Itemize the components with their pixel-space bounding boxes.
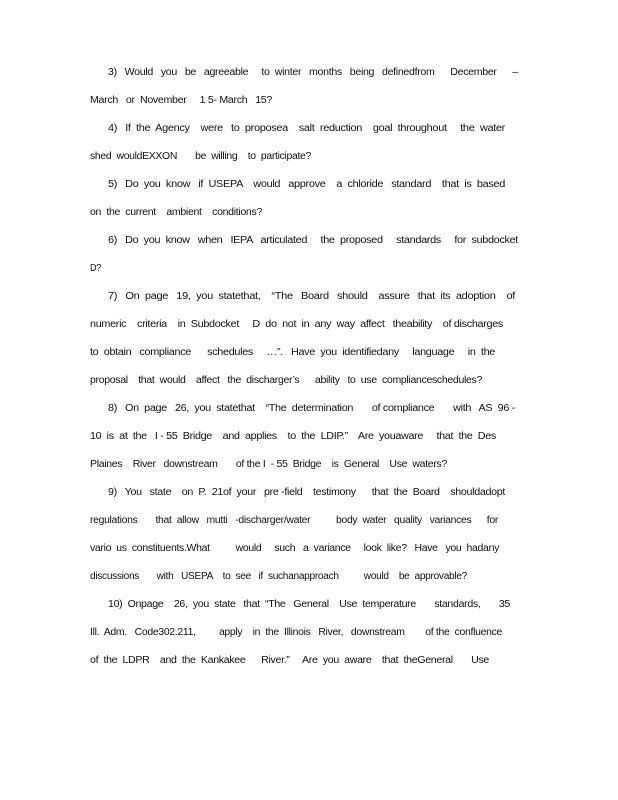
text-line: vario us constituents.What would such a variance look like? Have you hadany: [90, 543, 499, 554]
text-line: on the current ambient conditions?: [90, 207, 262, 218]
text-line: 8) On page 26, you statethat “The determination of compliance with AS 96 -: [108, 403, 515, 414]
text-line: 10 is at the I - 55 Bridge and applies to the LDIP.” Are youaware that the Des: [90, 431, 496, 442]
text-line: 9) You state on P. 21of your pre -field testimony that the Board shouldadopt: [108, 487, 505, 498]
text-line: 10) Onpage 26, you state that “The General Use temperature standards, 35: [108, 599, 510, 610]
text-line: D?: [90, 263, 101, 274]
text-line: shed wouldEXXON be willing to participate?: [90, 151, 311, 162]
text-line: March or November 1 5- March 15?: [90, 95, 272, 106]
text-line: of the LDPR and the Kankakee River.” Are you aware that theGeneral Use: [90, 655, 489, 666]
text-line: Plaines River downstream of the I - 55 Bridge is General Use waters?: [90, 459, 447, 470]
text-line: 7) On page 19, you statethat, “The Board should assure that its adoption of: [108, 291, 515, 302]
text-line: regulations that allow mutti -discharger/water body water quality variances for: [90, 515, 498, 526]
text-line: to obtain compliance schedules …”. Have you identifiedany language in the: [90, 347, 495, 358]
text-line: 6) Do you know when IEPA articulated the proposed standards for subdocket: [108, 235, 518, 246]
text-line: 3) Would you be agreeable to winter months being definedfrom December –: [108, 67, 518, 78]
text-line: discussions with USEPA to see if suchanapproach would be approvable?: [90, 571, 467, 582]
text-line: numeric criteria in Subdocket D do not in any way affect theability of discharges: [90, 319, 503, 330]
text-line: 4) If the Agency were to proposea salt reduction goal throughout the water: [108, 123, 505, 134]
text-line: 5) Do you know if USEPA would approve a chloride standard that is based: [108, 179, 505, 190]
text-line: proposal that would affect the discharger’s ability to use complianceschedules?: [90, 375, 482, 386]
text-line: Ill. Adm. Code302.211, apply in the Illinois River, downstream of the confluence: [90, 627, 502, 638]
